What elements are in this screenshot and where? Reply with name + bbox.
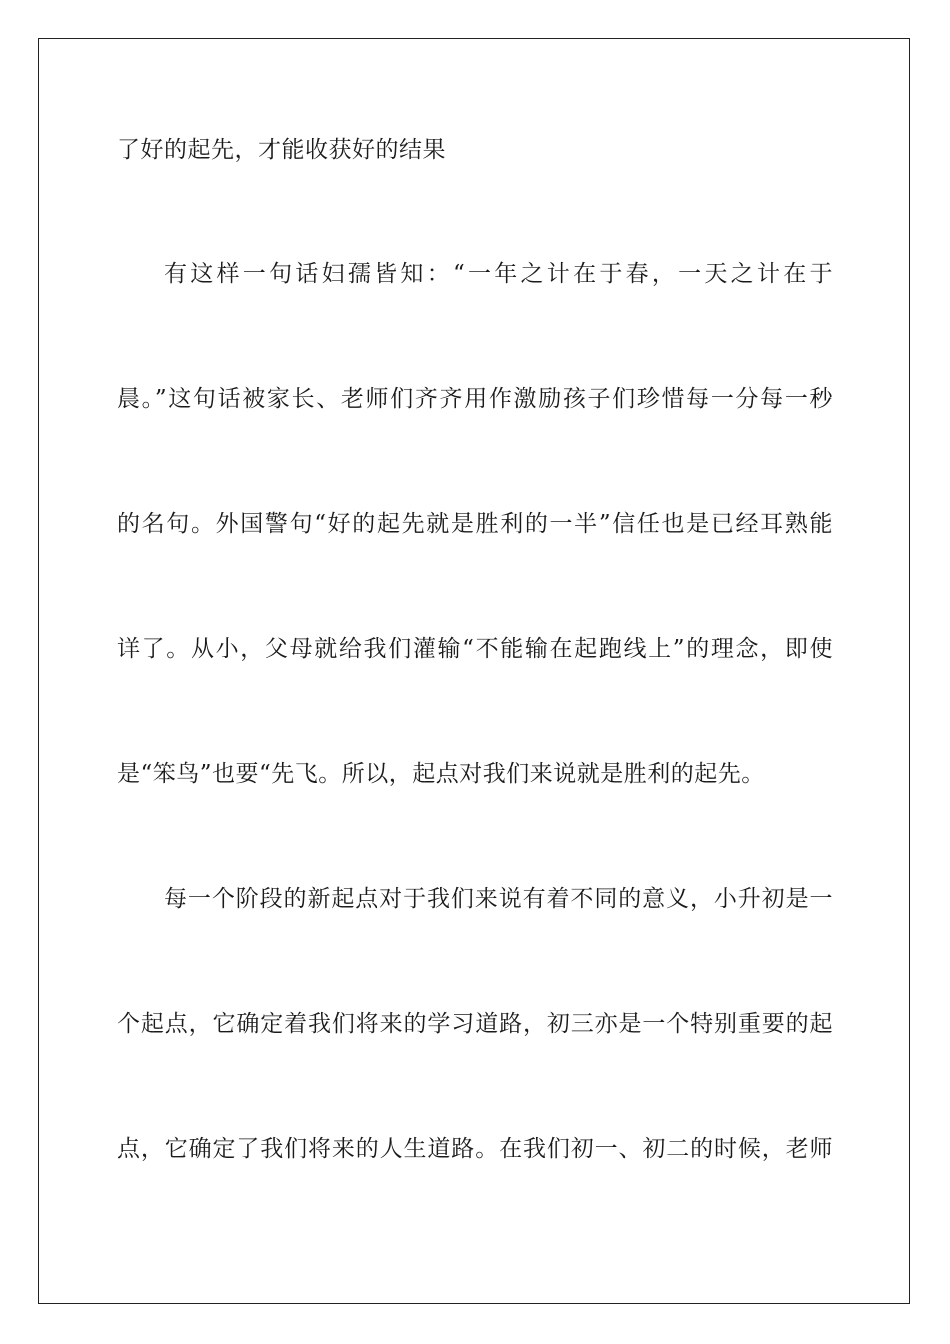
text-line: 点，它确定了我们将来的人生道路。在我们初一、初二的时候，老师 <box>117 1136 833 1162</box>
text-line: 的名句。外国警句“好的起先就是胜利的一半”信任也是已经耳熟能 <box>117 511 833 537</box>
text-line: 了好的起先，才能收获好的结果 <box>117 137 446 163</box>
text-line: 每一个阶段的新起点对于我们来说有着不同的意义，小升初是一 <box>164 886 833 912</box>
text-line: 个起点，它确定着我们将来的学习道路，初三亦是一个特别重要的起 <box>117 1011 833 1037</box>
text-line: 详了。从小，父母就给我们灌输“不能输在起跑线上”的理念，即使 <box>117 636 833 662</box>
text-line: 晨。”这句话被家长、老师们齐齐用作激励孩子们珍惜每一分每一秒 <box>117 386 833 412</box>
text-line: 是“笨鸟”也要“先飞。所以，起点对我们来说就是胜利的起先。 <box>117 761 765 787</box>
text-line: 有这样一句话妇孺皆知：“一年之计在于春，一天之计在于 <box>164 261 833 287</box>
